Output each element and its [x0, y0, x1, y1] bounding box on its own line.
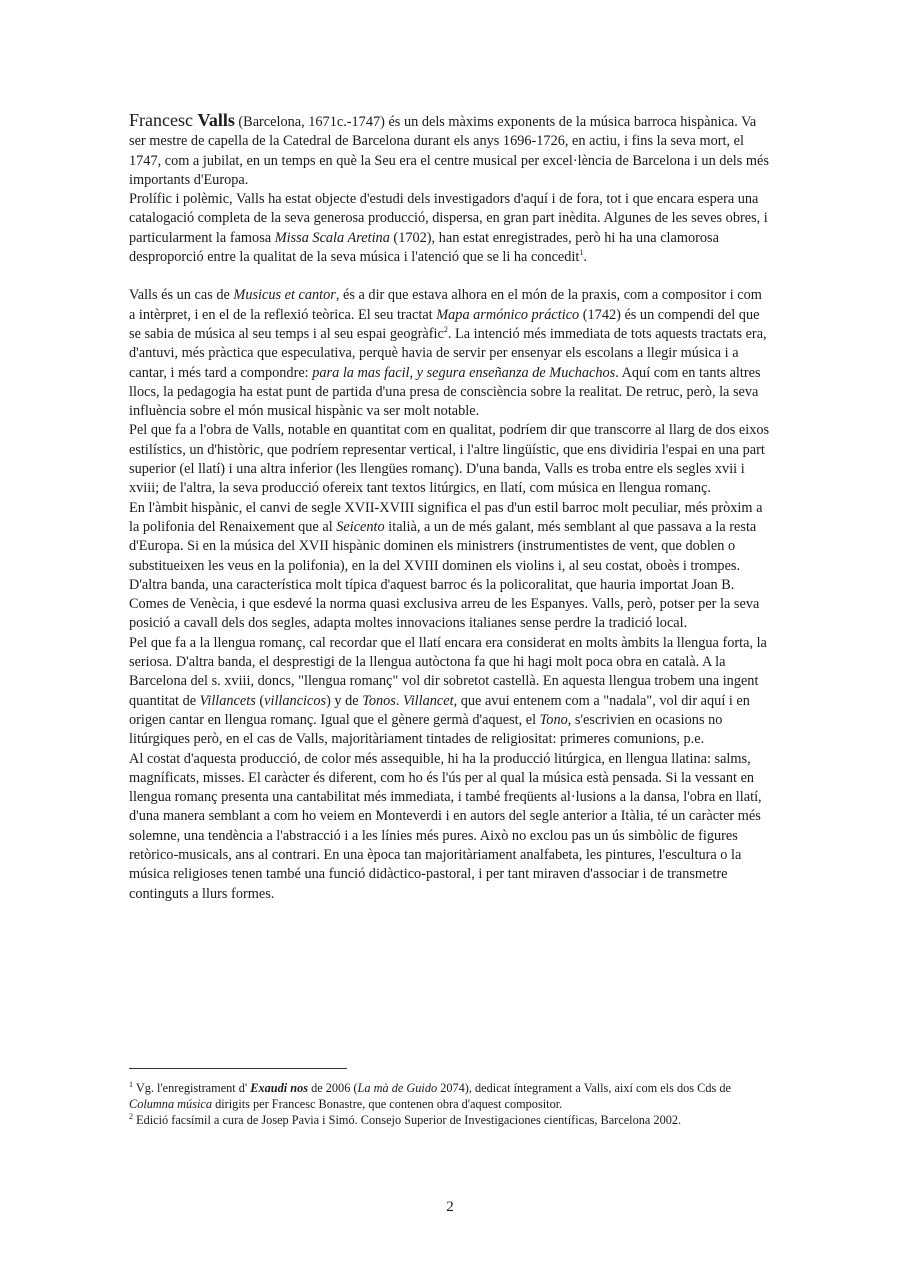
italic-text: villancicos [264, 692, 327, 709]
text-run: ) y de [326, 692, 363, 709]
text-run: Al costat d'aquesta producció, de color més assequible, hi ha la producció litúrgica, en llengua llatina: salms, magníficats, misses. El caràcter és diferent, com ho és l'ús per al qual la música està pensada. Si la vessant en llengua romanç presenta una cantabilitat més immediata, i també freqüents al·lusions a la dansa, l'obra en llatí, d'una manera semblant a com ho veiem en Monteverdi i en autors del segle anterior a Itàlia, té un caràcter més solemne, una tendència a l'abstracció i a les línies més pures. Això no exclou pas un ús simbòlic de figures retòrico-musicals, ans al contrari. En una època tan majoritàriament analfabeta, les pintures, l'escultura o la música religioses tenen també una funció didàctico-pastoral, i per tant miraven d'associar i de transmetre continguts a llurs formes. [129, 750, 762, 902]
footnote-ref-1[interactable]: 1 [579, 248, 584, 258]
italic-text: Seicento [336, 518, 385, 535]
italic-text: Villancets [199, 692, 256, 709]
italic-text: Musicus et cantor [233, 287, 336, 304]
footnote-2 [129, 1112, 771, 1128]
text-run: ( [255, 692, 265, 709]
page-number: 2 [446, 1199, 454, 1215]
text-run: . Aquí com en tants altres llocs, la pedagogia ha estat punt de partida d'una presa de consciència sobre la realitat. De retruc, però, la seva influència sobre el món musical hispànic va ser molt notable. [129, 364, 761, 420]
text-run: . La intenció més immediata de tots aquests tractats era, d'antuvi, més pràctica que especulativa, perquè havia de servir per ensenyar els escolans a llegir música i a cantar, i més tard a compondre: [129, 325, 767, 381]
italic-text: Missa Scala Aretina [274, 229, 390, 246]
italic-text: Mapa armónico práctico [436, 306, 580, 323]
body-text [129, 111, 771, 904]
footnote-separator [129, 1068, 347, 1069]
italic-text: Tonos [362, 692, 396, 709]
composer-name [129, 110, 235, 130]
text-run: dirigits per Francesc Bonastre, que contenen obra d'aquest compositor. [212, 1097, 563, 1111]
footnote-1 [129, 1080, 771, 1112]
paragraph-musicus [129, 286, 771, 421]
text-run: , s'escrivien en ocasions no litúrgiques però, en el cas de Valls, majoritàriament tintades de religiositat: primeres comunions, p.e. [129, 711, 723, 748]
paragraph-liturgical [129, 750, 771, 904]
text-run: . [583, 249, 587, 266]
text-run: En l'àmbit hispànic, el canvi de segle XVII-XVIII significa el pas d'un estil barroc molt peculiar, més pròxim a la polifonia del Renaixement que al [129, 499, 763, 535]
italic-text: Columna música [129, 1097, 213, 1111]
paragraph-intro [129, 111, 771, 190]
text-run: Francesc [129, 110, 198, 130]
text-run: . [395, 692, 404, 709]
italic-text: Tono [539, 711, 568, 728]
italic-text: Exaudi nos [250, 1081, 308, 1095]
text-run: de 2006 ( [308, 1081, 358, 1095]
paragraph-romance [129, 634, 771, 750]
footnote-ref-2[interactable]: 2 [443, 325, 448, 335]
paragraph-axes [129, 421, 771, 498]
italic-text: La mà de Guido [357, 1081, 438, 1095]
text-run: Edició facsímil a cura de Josep Pavia i Simó. Consejo Superior de Investigaciones científicas, Barcelona 2002. [133, 1113, 682, 1127]
italic-text: Villancet [403, 692, 454, 709]
text-run: , és a dir que estava alhora en el món de la praxis, com a compositor i com a intèrpret, i en el de la reflexió teòrica. El seu tractat [129, 287, 762, 323]
text-run: italià, a un de més galant, més semblant al que passava a la resta d'Europa. Si en la música del XVII hispànic dominen els ministrers (instrumentistes de vent, que doblen o substitueixen les veus en la polifonia), en la del XVIII dominen els violins i, al seu costat, oboès i trompes. D'altra banda, una característica molt típica d'aquest barroc és la policoralitat, que hauria importat Joan B. Comes de Venècia, i que esdevé la norma quasi exclusiva arreu de les Espanyes. Valls, però, potser per la seva posició a cavall dels dos segles, adapta moltes innovacions italianes sense perdre la tradició local. [129, 518, 760, 632]
text-run: Valls [197, 110, 235, 130]
paragraph-hispanic [129, 499, 771, 634]
text-run: (1702), han estat enregistrades, però hi ha una clamorosa desproporció entre la qualitat de la seva música i l'atenció que se li ha concedit [129, 229, 719, 266]
text-run: Pel que fa a l'obra de Valls, notable en quantitat com en qualitat, podríem dir que transcorre al llarg de dos eixos estilístics, un d'històric, que podríem representar vertical, i l'altre lingüístic, que ens dividiria l'espai en una part superior (el llatí) i una altra inferior (les llengües romanç). D'una banda, Valls es troba entre els segles xvii i xviii; de l'altra, la seva producció ofereix tant textos litúrgics, en llatí, com música en llengua romanç. [129, 422, 770, 497]
text-run: 2074), dedicat íntegrament a Valls, així com els dos Cds de [437, 1081, 731, 1095]
text-run: Pel que fa a la llengua romanç, cal recordar que el llatí encara era considerat en molts àmbits la llengua forta, la seriosa. D'altra banda, el desprestigi de la llengua autòctona fa que hi hagi molt poca obra en català. A la Barcelona del s. xviii, doncs, "llengua romanç" vol dir sobretot castellà. En aquesta llengua trobem una ingent quantitat de [129, 634, 767, 709]
superscript: 2 [129, 1111, 133, 1121]
text-run: Prolífic i polèmic, Valls ha estat objecte d'estudi dels investigadors d'aquí i de fora, tot i que encara espera una catalogació completa de la seva generosa producció, dispersa, en gran part inèdita. Algunes de les seves obres, i particularment la famosa [129, 191, 768, 246]
text-run: (Barcelona, 1671c.-1747) és un dels màxims exponents de la música barroca hispànica. Va ser mestre de capella de la Catedral de Barcelona durant els anys 1696-1726, en actiu, i fins la seva mort, el 1747, com a jubilat, en un temps en què la Seu era el centre musical per excel·lència de Barcelona i un dels més importants d'Europa. [129, 114, 769, 188]
text-run: Vg. l'enregistrament d' [133, 1081, 251, 1095]
paragraph-prolific [129, 190, 771, 267]
superscript: 1 [129, 1079, 133, 1089]
text-run: , que avui entenem com a "nadala", vol dir aquí i en origen cantar en llengua romanç. Igual que el gènere germà d'aquest, el [129, 692, 750, 728]
italic-text: para la mas facil, y segura enseñanza de Muchachos [312, 364, 616, 381]
text-run: (1742) és un compendi del que se sabia de música al seu temps i al seu espai geogràfic [129, 306, 760, 342]
text-run: Valls és un cas de [129, 287, 234, 304]
footnotes [129, 1080, 771, 1128]
